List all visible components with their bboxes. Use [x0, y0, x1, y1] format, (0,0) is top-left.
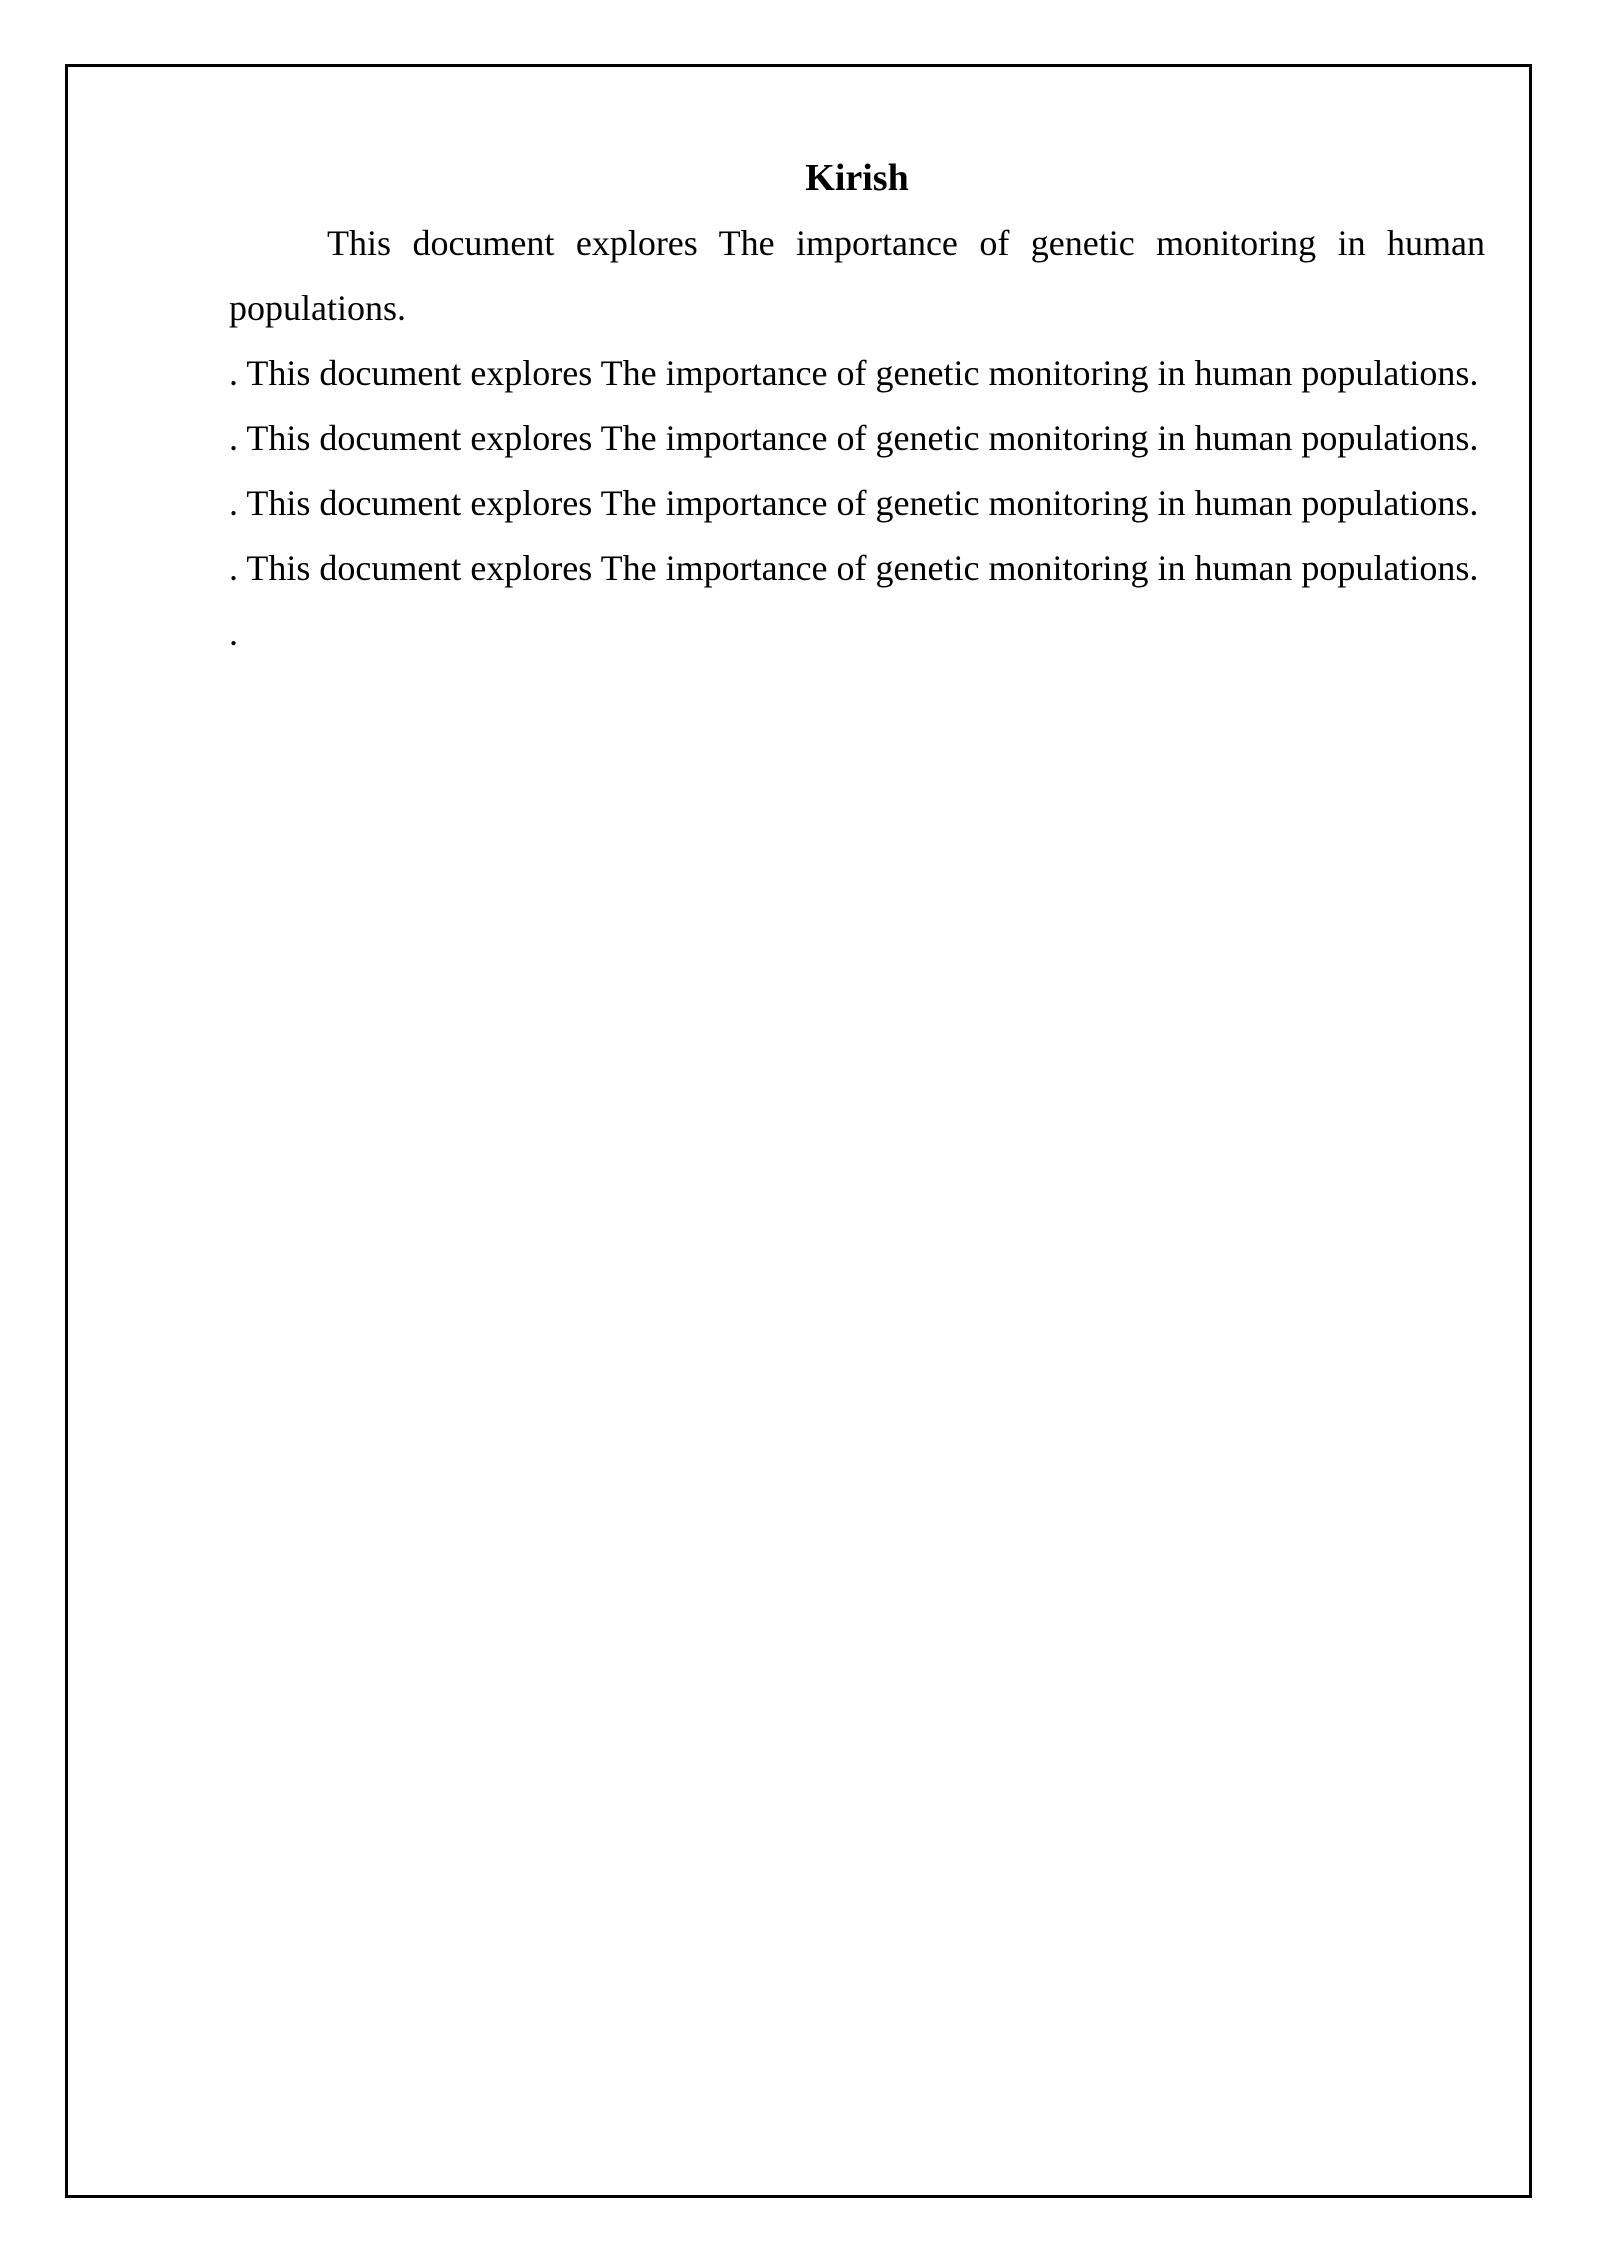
document-body: [229, 148, 1485, 666]
paragraph-4: . This document explores The importance of genetic monitoring in human populations.: [229, 483, 1479, 523]
trailing-period: .: [229, 613, 238, 653]
paragraph-2: . This document explores The importance of genetic monitoring in human populations.: [229, 353, 1479, 393]
paragraph-5: . This document explores The importance of genetic monitoring in human populations.: [229, 548, 1479, 588]
document-title: Kirish: [805, 157, 909, 199]
paragraph-3: . This document explores The importance of genetic monitoring in human populations.: [229, 418, 1479, 458]
paragraph-1: This document explores The importance of genetic monitoring in human populations.: [229, 223, 1485, 328]
